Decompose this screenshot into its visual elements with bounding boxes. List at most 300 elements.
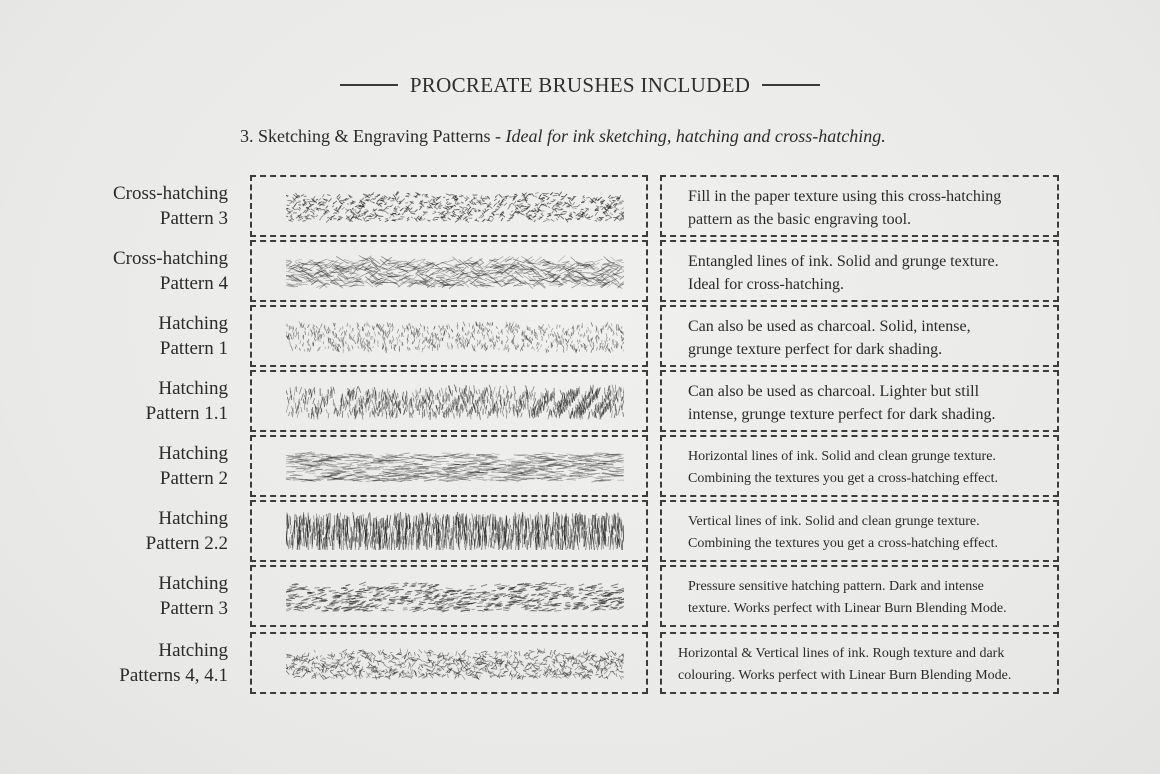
brush-stroke-mark bbox=[353, 328, 354, 332]
brush-stroke-mark bbox=[462, 338, 463, 342]
brush-stroke-mark bbox=[416, 390, 417, 398]
brush-stroke-mark bbox=[495, 342, 496, 346]
brush-stroke-mark bbox=[357, 386, 358, 390]
brush-stroke-mark bbox=[336, 336, 337, 338]
brush-stroke-mark bbox=[612, 349, 613, 352]
brush-stroke-mark bbox=[555, 208, 557, 209]
brush-stroke-mark bbox=[537, 337, 538, 340]
brush-stroke-mark bbox=[483, 210, 485, 212]
brush-stroke-mark bbox=[572, 327, 573, 329]
brush-stroke-mark bbox=[368, 323, 369, 326]
brush-stroke-mark bbox=[429, 345, 430, 349]
brush-stroke-mark bbox=[387, 334, 389, 338]
brush-stroke-mark bbox=[293, 208, 295, 210]
brush-stroke-mark bbox=[615, 208, 619, 211]
brush-stroke-sample bbox=[286, 447, 624, 485]
brush-stroke-mark bbox=[554, 610, 561, 611]
brush-stroke-mark bbox=[301, 407, 302, 412]
brush-stroke-mark bbox=[426, 589, 432, 591]
brush-stroke-mark bbox=[610, 266, 618, 267]
brush-stroke-mark bbox=[599, 388, 600, 392]
brush-stroke-mark bbox=[352, 407, 354, 413]
brush-stroke-mark bbox=[593, 454, 603, 455]
brush-stroke-mark bbox=[516, 475, 527, 476]
brush-stroke-mark bbox=[583, 335, 584, 338]
brush-stroke-mark bbox=[372, 533, 373, 545]
brush-stroke-mark bbox=[290, 518, 291, 526]
brush-row bbox=[0, 175, 1160, 237]
brush-stroke-mark bbox=[295, 333, 297, 337]
brush-stroke-mark bbox=[373, 390, 374, 398]
brush-stroke-mark bbox=[502, 410, 504, 416]
brush-stroke-mark bbox=[387, 208, 389, 209]
brush-stroke-mark bbox=[436, 459, 446, 460]
brush-stroke-mark bbox=[296, 386, 297, 392]
brush-stroke-mark bbox=[547, 349, 548, 352]
brush-stroke-mark bbox=[479, 259, 484, 263]
brush-stroke-mark bbox=[548, 206, 550, 207]
brush-stroke-mark bbox=[287, 205, 290, 206]
brush-stroke-mark bbox=[497, 207, 501, 208]
brush-stroke-mark bbox=[424, 345, 426, 349]
brush-label-line1: Cross-hatching bbox=[112, 183, 228, 204]
brush-stroke-mark bbox=[379, 204, 382, 207]
brush-stroke-mark bbox=[348, 413, 349, 418]
brush-stroke-mark bbox=[558, 256, 565, 263]
brush-stroke-mark bbox=[486, 220, 490, 221]
brush-stroke-mark bbox=[296, 260, 302, 261]
brush-stroke-mark bbox=[434, 207, 438, 210]
brush-stroke-mark bbox=[564, 407, 565, 412]
brush-stroke-mark bbox=[404, 328, 405, 332]
brush-stroke-mark bbox=[542, 515, 543, 527]
brush-stroke-mark bbox=[301, 195, 304, 197]
brush-stroke-mark bbox=[564, 331, 566, 335]
brush-stroke-mark bbox=[387, 331, 388, 333]
brush-stroke-mark bbox=[327, 195, 330, 196]
section-title-italic: Ideal for ink sketching, hatching and cross-hatching. bbox=[505, 126, 886, 146]
brush-stroke-mark bbox=[314, 338, 315, 341]
brush-stroke-mark bbox=[306, 201, 311, 202]
brush-stroke-mark bbox=[360, 342, 361, 345]
brush-stroke-mark bbox=[506, 339, 508, 343]
brush-stroke-mark bbox=[505, 196, 508, 197]
brush-stroke-mark bbox=[423, 214, 425, 216]
brush-description bbox=[688, 185, 1044, 231]
brush-stroke-mark bbox=[605, 220, 608, 221]
brush-stroke-mark bbox=[466, 196, 469, 198]
brush-stroke-mark bbox=[304, 349, 305, 352]
brush-stroke-mark bbox=[569, 410, 570, 418]
brush-stroke-mark bbox=[366, 344, 367, 346]
brush-stroke-mark bbox=[493, 336, 494, 340]
brush-stroke-mark bbox=[374, 326, 375, 329]
brush-stroke-mark bbox=[495, 203, 497, 205]
brush-stroke-mark bbox=[333, 323, 335, 327]
brush-stroke-mark bbox=[459, 455, 470, 456]
brush-stroke-mark bbox=[318, 400, 319, 405]
brush-label-line1: Hatching bbox=[158, 313, 228, 334]
brush-stroke-mark bbox=[589, 541, 590, 550]
brush-label-line1: Hatching bbox=[158, 378, 228, 399]
brush-stroke-mark bbox=[298, 219, 302, 220]
brush-stroke-mark bbox=[462, 211, 464, 212]
brush-description-line2: Ideal for cross-hatching. bbox=[688, 276, 844, 293]
brush-stroke-mark bbox=[294, 332, 295, 334]
brush-stroke-mark bbox=[585, 261, 593, 262]
brush-stroke-mark bbox=[611, 474, 622, 475]
brush-stroke-mark bbox=[374, 406, 375, 413]
brush-stroke-mark bbox=[393, 339, 394, 341]
brush-stroke-mark bbox=[623, 342, 624, 344]
brush-stroke-mark bbox=[573, 202, 575, 205]
brush-stroke-mark bbox=[485, 327, 486, 331]
brush-stroke-mark bbox=[529, 337, 530, 339]
brush-stroke-mark bbox=[535, 196, 538, 198]
brush-stroke-mark bbox=[297, 209, 300, 211]
brush-stroke-mark bbox=[485, 278, 493, 282]
brush-stroke-mark bbox=[607, 348, 609, 351]
brush-stroke-mark bbox=[491, 330, 492, 334]
brush-stroke-mark bbox=[534, 329, 535, 333]
brush-stroke-mark bbox=[298, 597, 303, 598]
brush-stroke-mark bbox=[389, 534, 390, 550]
brush-stroke-mark bbox=[593, 345, 594, 350]
brush-stroke-mark bbox=[567, 479, 576, 480]
brush-stroke-mark bbox=[449, 203, 452, 204]
brush-stroke-mark bbox=[616, 469, 624, 470]
brush-stroke-mark bbox=[509, 401, 510, 409]
brush-stroke-mark bbox=[566, 343, 568, 346]
brush-stroke-mark bbox=[607, 395, 608, 399]
brush-stroke-mark bbox=[382, 324, 384, 328]
brush-stroke-mark bbox=[417, 395, 418, 400]
brush-stroke-mark bbox=[489, 400, 491, 408]
brush-stroke-mark bbox=[607, 204, 609, 206]
brush-stroke-mark bbox=[323, 333, 324, 335]
brush-stroke-mark bbox=[455, 265, 461, 266]
brush-stroke-mark bbox=[331, 387, 332, 393]
brush-stroke-sample bbox=[286, 577, 624, 615]
brush-stroke-mark bbox=[319, 198, 322, 200]
brush-stroke-mark bbox=[312, 599, 318, 601]
brush-stroke-mark bbox=[492, 211, 496, 212]
brush-stroke-mark bbox=[459, 211, 461, 213]
brush-stroke-mark bbox=[543, 330, 545, 333]
brush-stroke-mark bbox=[369, 341, 370, 344]
brush-stroke-mark bbox=[328, 346, 329, 349]
brush-stroke-mark bbox=[612, 391, 613, 395]
brush-stroke-mark bbox=[557, 332, 558, 334]
brush-stroke-mark bbox=[307, 397, 308, 404]
brush-stroke-mark bbox=[559, 516, 560, 530]
brush-stroke-mark bbox=[508, 348, 509, 352]
brush-stroke-mark bbox=[475, 220, 479, 221]
brush-stroke-mark bbox=[569, 471, 579, 472]
brush-stroke-mark bbox=[589, 527, 591, 541]
brush-stroke-mark bbox=[375, 398, 376, 404]
brush-stroke-mark bbox=[291, 275, 303, 276]
brush-stroke-mark bbox=[407, 347, 408, 351]
header bbox=[0, 70, 1160, 100]
brush-stroke-mark bbox=[329, 199, 332, 202]
brush-stroke-mark bbox=[616, 324, 617, 328]
brush-sample-box bbox=[250, 565, 648, 627]
brush-stroke-mark bbox=[539, 326, 540, 331]
brush-stroke-mark bbox=[370, 348, 371, 352]
brush-stroke-mark bbox=[542, 336, 543, 338]
brush-stroke-mark bbox=[569, 335, 571, 339]
brush-stroke-mark bbox=[286, 271, 295, 274]
brush-stroke-mark bbox=[477, 340, 478, 342]
brush-stroke-mark bbox=[438, 397, 439, 403]
brush-stroke-mark bbox=[412, 527, 413, 538]
brush-stroke-mark bbox=[602, 340, 603, 344]
brush-stroke-mark bbox=[407, 217, 409, 219]
brush-stroke-mark bbox=[578, 341, 579, 344]
brush-stroke-mark bbox=[397, 337, 398, 340]
brush-stroke-mark bbox=[530, 514, 531, 525]
brush-stroke-mark bbox=[616, 333, 617, 337]
brush-stroke-mark bbox=[320, 328, 321, 331]
brush-stroke-mark bbox=[498, 332, 499, 335]
brush-stroke-mark bbox=[303, 211, 305, 213]
brush-stroke-mark bbox=[487, 345, 488, 350]
brush-stroke-mark bbox=[506, 399, 508, 406]
brush-stroke-mark bbox=[434, 412, 435, 417]
brush-stroke-mark bbox=[501, 218, 503, 221]
brush-stroke-sample bbox=[286, 512, 624, 550]
brush-stroke-mark bbox=[502, 215, 505, 217]
brush-stroke-mark bbox=[332, 206, 334, 208]
brush-stroke-mark bbox=[564, 194, 567, 197]
brush-stroke-mark bbox=[414, 454, 429, 455]
brush-label bbox=[113, 246, 228, 296]
brush-stroke-mark bbox=[515, 328, 517, 331]
brush-stroke-mark bbox=[372, 192, 374, 195]
brush-stroke-mark bbox=[532, 194, 534, 197]
brush-stroke-mark bbox=[359, 398, 360, 406]
brush-stroke-mark bbox=[482, 521, 483, 530]
brush-stroke-mark bbox=[427, 327, 428, 330]
brush-stroke-mark bbox=[430, 269, 440, 275]
brush-label-line1: Hatching bbox=[158, 508, 228, 529]
brush-stroke-mark bbox=[540, 344, 542, 347]
brush-stroke-mark bbox=[488, 335, 489, 340]
brush-stroke-mark bbox=[537, 203, 540, 205]
brush-stroke-mark bbox=[491, 218, 494, 222]
brush-stroke-mark bbox=[455, 219, 459, 222]
brush-description bbox=[688, 250, 1044, 296]
brush-stroke-mark bbox=[411, 217, 413, 218]
brush-stroke-mark bbox=[388, 462, 403, 463]
brush-stroke-mark bbox=[476, 200, 478, 201]
brush-stroke-mark bbox=[427, 330, 429, 334]
brush-stroke-mark bbox=[546, 193, 549, 194]
brush-stroke-mark bbox=[399, 339, 400, 342]
brush-stroke-mark bbox=[344, 454, 354, 455]
brush-stroke-mark bbox=[528, 204, 531, 205]
brush-stroke-mark bbox=[422, 460, 431, 461]
brush-stroke-mark bbox=[619, 261, 624, 263]
brush-stroke-mark bbox=[464, 341, 465, 344]
brush-description-line1: Entangled lines of ink. Solid and grunge texture. bbox=[688, 253, 999, 270]
brush-stroke-mark bbox=[587, 218, 591, 219]
brush-stroke-mark bbox=[549, 397, 550, 402]
brush-stroke-mark bbox=[474, 202, 475, 204]
brush-stroke-mark bbox=[527, 210, 530, 214]
brush-stroke-mark bbox=[556, 456, 568, 457]
brush-stroke-mark bbox=[354, 474, 368, 475]
brush-stroke-mark bbox=[446, 454, 459, 455]
brush-stroke-mark bbox=[297, 471, 305, 472]
brush-stroke-mark bbox=[447, 393, 449, 401]
brush-stroke-mark bbox=[488, 323, 489, 325]
brush-stroke-mark bbox=[537, 207, 539, 209]
brush-stroke-mark bbox=[462, 392, 463, 397]
brush-stroke-mark bbox=[553, 195, 558, 196]
brush-stroke-mark bbox=[401, 458, 413, 460]
brush-stroke-mark bbox=[525, 390, 526, 397]
brush-stroke-mark bbox=[487, 387, 488, 391]
brush-stroke-mark bbox=[412, 332, 413, 335]
brush-stroke-mark bbox=[407, 405, 408, 412]
brush-label bbox=[146, 506, 228, 556]
brush-stroke-mark bbox=[371, 198, 373, 200]
brush-label-line2: Pattern 4 bbox=[159, 273, 228, 294]
brush-stroke-mark bbox=[337, 194, 340, 197]
brush-stroke-mark bbox=[370, 200, 372, 203]
brush-stroke-mark bbox=[316, 478, 330, 479]
brush-stroke-mark bbox=[316, 326, 317, 329]
brush-stroke-mark bbox=[480, 406, 481, 411]
brush-stroke-mark bbox=[503, 471, 511, 472]
brush-stroke-mark bbox=[489, 323, 490, 326]
brush-stroke-mark bbox=[532, 346, 533, 349]
brush-stroke-mark bbox=[489, 339, 490, 341]
brush-stroke-mark bbox=[379, 220, 381, 221]
brush-stroke-mark bbox=[296, 328, 297, 331]
brush-stroke-mark bbox=[616, 264, 625, 268]
brush-stroke-mark bbox=[367, 349, 368, 351]
brush-stroke-mark bbox=[329, 537, 330, 546]
brush-stroke-mark bbox=[610, 213, 614, 216]
brush-stroke-mark bbox=[617, 457, 624, 460]
brush-stroke-mark bbox=[528, 344, 529, 347]
brush-stroke-mark bbox=[521, 413, 522, 417]
brush-stroke-mark bbox=[466, 403, 467, 407]
brush-stroke-mark bbox=[370, 218, 375, 219]
brush-stroke-mark bbox=[321, 324, 323, 328]
brush-stroke-mark bbox=[540, 537, 541, 550]
brush-stroke-mark bbox=[437, 334, 438, 336]
brush-stroke-mark bbox=[448, 218, 451, 220]
brush-row bbox=[0, 305, 1160, 367]
brush-stroke-mark bbox=[289, 540, 290, 549]
brush-stroke-mark bbox=[524, 331, 525, 336]
brush-stroke-mark bbox=[595, 404, 596, 409]
brush-stroke-mark bbox=[342, 411, 343, 418]
brush-stroke-mark bbox=[496, 465, 506, 466]
brush-stroke-mark bbox=[518, 344, 519, 346]
brush-stroke-mark bbox=[413, 398, 414, 402]
brush-stroke-mark bbox=[494, 204, 496, 206]
brush-stroke-mark bbox=[539, 535, 540, 545]
brush-stroke-mark bbox=[599, 516, 600, 528]
brush-stroke-mark bbox=[342, 540, 343, 550]
brush-stroke-mark bbox=[423, 478, 433, 480]
brush-sample-box bbox=[250, 305, 648, 367]
brush-stroke-mark bbox=[304, 518, 305, 533]
brush-stroke-mark bbox=[545, 330, 546, 334]
brush-stroke-mark bbox=[397, 329, 399, 334]
brush-stroke-mark bbox=[540, 193, 543, 196]
brush-stroke-mark bbox=[523, 256, 532, 263]
brush-stroke-mark bbox=[557, 349, 558, 352]
brush-stroke-mark bbox=[518, 199, 521, 201]
brush-stroke-mark bbox=[297, 202, 300, 203]
brush-stroke-mark bbox=[405, 196, 409, 197]
brush-stroke-sample bbox=[286, 187, 624, 225]
brush-stroke-mark bbox=[382, 412, 383, 417]
brush-stroke-mark bbox=[321, 205, 325, 206]
brush-stroke-mark bbox=[509, 525, 511, 536]
brush-stroke-mark bbox=[513, 332, 514, 334]
brush-stroke-mark bbox=[415, 347, 416, 350]
brush-stroke-mark bbox=[518, 400, 519, 405]
brush-stroke-mark bbox=[470, 390, 471, 397]
brush-stroke-mark bbox=[387, 515, 388, 528]
brush-stroke-mark bbox=[578, 388, 579, 394]
brush-stroke-mark bbox=[552, 211, 554, 213]
brush-stroke-mark bbox=[418, 331, 419, 334]
brush-stroke-mark bbox=[489, 206, 493, 209]
brush-stroke-mark bbox=[431, 462, 441, 464]
brush-stroke-mark bbox=[570, 587, 575, 588]
brush-stroke-mark bbox=[579, 584, 585, 586]
brush-stroke-mark bbox=[542, 453, 554, 454]
brush-description-box bbox=[660, 175, 1059, 237]
brush-stroke-mark bbox=[397, 603, 404, 604]
brush-stroke-mark bbox=[358, 333, 359, 338]
brush-stroke-mark bbox=[423, 598, 430, 600]
brush-stroke-mark bbox=[368, 349, 369, 352]
brush-row bbox=[0, 370, 1160, 432]
brush-stroke-mark bbox=[518, 325, 519, 329]
brush-stroke-mark bbox=[290, 586, 297, 587]
brush-stroke-mark bbox=[605, 340, 606, 343]
brush-stroke-mark bbox=[537, 346, 538, 349]
brush-stroke-mark bbox=[293, 335, 295, 339]
brush-stroke-mark bbox=[387, 322, 388, 326]
brush-stroke-mark bbox=[410, 323, 411, 327]
brush-stroke-mark bbox=[350, 410, 352, 415]
brush-stroke-mark bbox=[586, 405, 587, 411]
brush-stroke-mark bbox=[457, 338, 458, 340]
brush-stroke-mark bbox=[411, 399, 412, 408]
brush-stroke-mark bbox=[368, 330, 369, 334]
brush-stroke-mark bbox=[488, 476, 499, 477]
brush-stroke-mark bbox=[375, 212, 377, 214]
brush-stroke-mark bbox=[591, 610, 595, 611]
brush-stroke-mark bbox=[568, 334, 569, 336]
brush-label bbox=[158, 441, 228, 491]
brush-stroke-mark bbox=[505, 257, 514, 262]
brush-description-line2: Combining the textures you get a cross-hatching effect. bbox=[688, 471, 998, 486]
brush-stroke-mark bbox=[425, 518, 426, 526]
brush-stroke-sample bbox=[286, 317, 624, 355]
brush-stroke-mark bbox=[357, 327, 359, 330]
